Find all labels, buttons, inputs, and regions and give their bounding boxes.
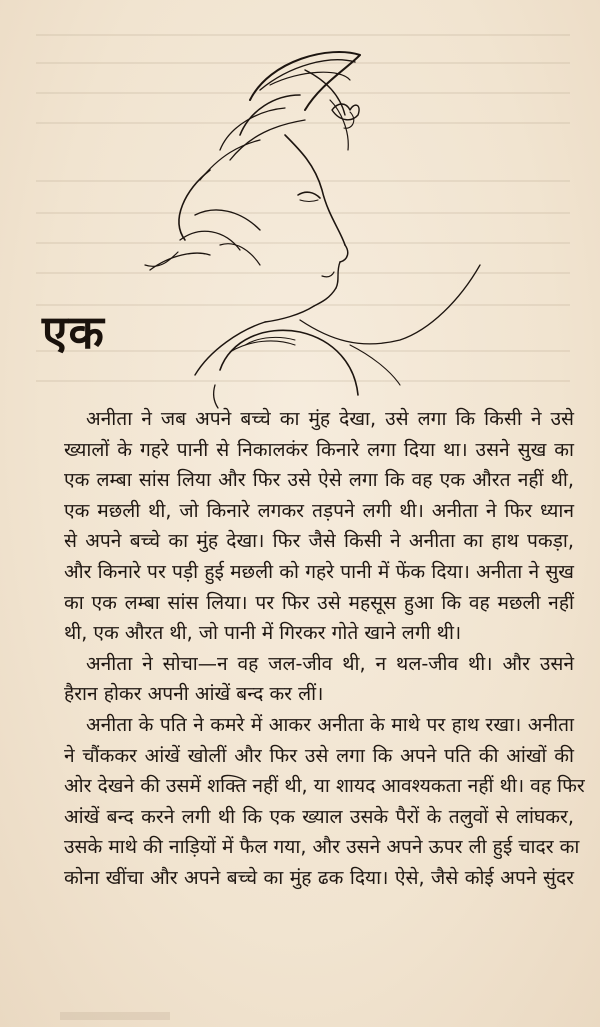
- text-line: ख्यालों के गहरे पानी से निकालकंर किनारे लगा दिया था। उसने सुख का: [64, 437, 574, 461]
- footer-bleed-through: [60, 1012, 170, 1020]
- text-line: अनीता ने सोचा—न वह जल-जीव थी, न थल-जीव थी। और उसने: [86, 651, 574, 675]
- text-line: अनीता के पति ने कमरे में आकर अनीता के माथे पर हाथ रखा। अनीता: [86, 712, 574, 736]
- text-line: और किनारे पर पड़ी हुई मछली को गहरे पानी में फेंक दिया। अनीता ने सुख: [64, 559, 574, 583]
- text-line: का एक लम्बा सांस लिया। पर फिर उसे महसूस हुआ कि वह मछली नहीं: [64, 590, 574, 614]
- chapter-title: एक: [42, 305, 105, 359]
- paragraph-2: [40, 649, 574, 710]
- text-line: हैरान होकर अपनी आंखें बन्द कर लीं।: [64, 682, 324, 706]
- text-line: ओर देखने की उसमें शक्ति नहीं थी, या शायद आवश्यकता नहीं थी। वह फिर: [64, 774, 585, 798]
- story-text: [40, 404, 585, 894]
- text-line: से अपने बच्चे का मुंह देखा। फिर जैसे किसी ने अनीता का हाथ पकड़ा,: [64, 529, 574, 553]
- text-line: एक मछली थी, जो किनारे लगकर तड़पने लगी थी। अनीता ने फिर ध्यान: [64, 498, 574, 522]
- text-line: ने चौंककर आंखें खोलीं और फिर उसे लगा कि अपने पति की आंखों की: [64, 743, 574, 767]
- text-line: आंखें बन्द करने लगी थी कि एक ख्याल उसके पैरों के तलुवों से लांघकर,: [64, 804, 574, 828]
- text-line: अनीता ने जब अपने बच्चे का मुंह देखा, उसे लगा कि किसी ने उसे: [86, 407, 574, 430]
- text-line: कोना खींचा और अपने बच्चे का मुंह ढक दिया। ऐसे, जैसे कोई अपने सुंदर: [64, 865, 574, 889]
- text-line: उसके माथे की नाड़ियों में फैल गया, और उसने अपने ऊपर ली हुई चादर का: [64, 835, 580, 859]
- paragraph-1: [40, 404, 574, 649]
- paragraph-3: [40, 710, 585, 894]
- text-line: एक लम्बा सांस लिया और फिर उसे ऐसे लगा कि वह एक औरत नहीं थी,: [64, 468, 574, 492]
- text-line: थी, एक औरत थी, जो पानी में गिरकर गोते खाने लगी थी।: [64, 621, 462, 645]
- mother-and-child-sketch-icon: [100, 40, 520, 410]
